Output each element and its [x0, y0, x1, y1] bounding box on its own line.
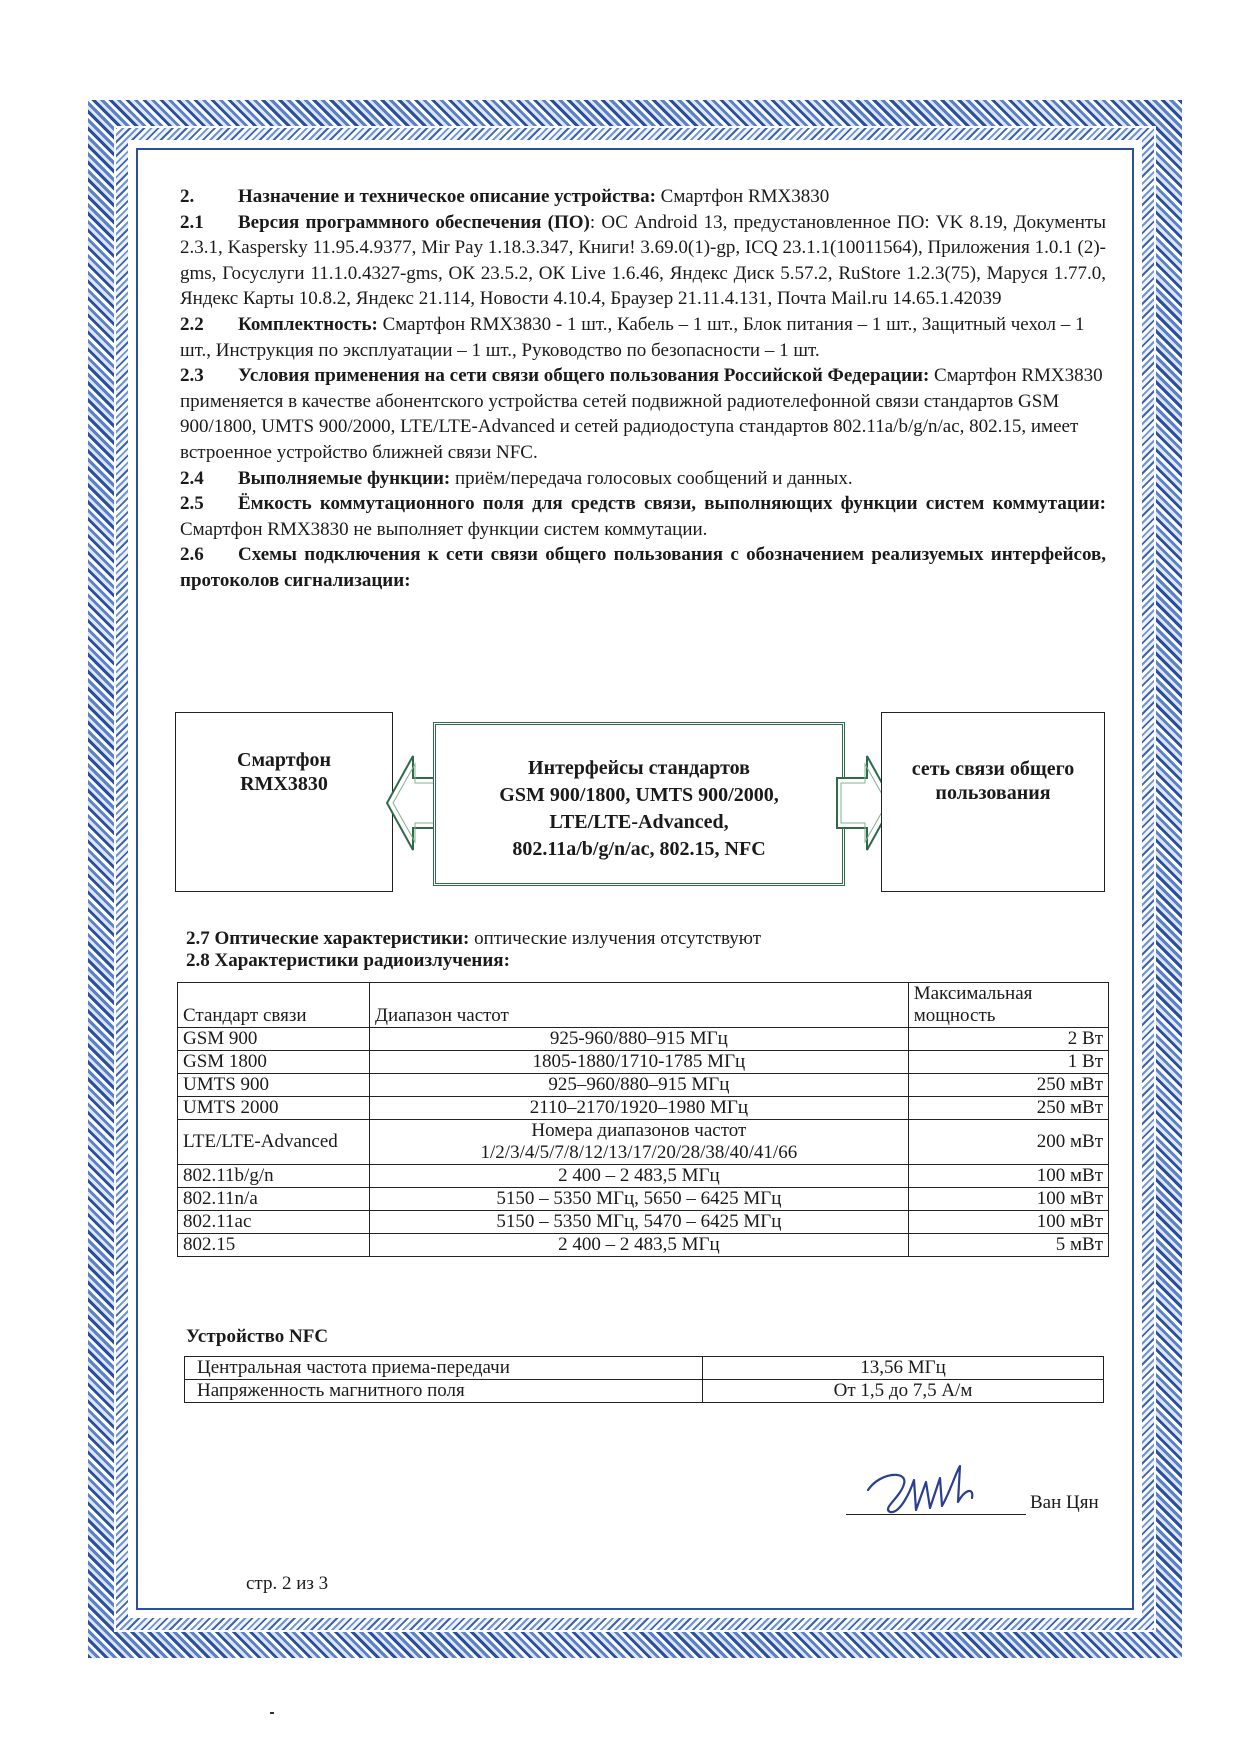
- section-number: 2.2: [180, 313, 204, 335]
- table-cell-frequency: 2 400 – 2 483,5 МГц: [370, 1165, 909, 1188]
- table-header-row: [178, 983, 1109, 1028]
- device-box: [175, 712, 393, 892]
- table-cell-power: 2 Вт: [908, 1028, 1108, 1051]
- section-title: Условия применения на сети связи общего пользования Российской Федерации:: [238, 365, 930, 387]
- nfc-value: 13,56 МГц: [703, 1357, 1104, 1380]
- nfc-param: Напряженность магнитного поля: [185, 1380, 703, 1403]
- table-cell-frequency: 2110–2170/1920–1980 МГц: [370, 1097, 909, 1120]
- table-row: [178, 1165, 1109, 1188]
- document-body: [180, 184, 1106, 594]
- section-title: Выполняемые функции:: [238, 467, 451, 489]
- nfc-table: [184, 1356, 1104, 1403]
- device-box-line: Смартфон: [237, 749, 331, 771]
- table-cell-standard: UMTS 900: [178, 1074, 370, 1097]
- section-number: 2.: [180, 186, 195, 207]
- table-cell-power: 100 мВт: [908, 1188, 1108, 1211]
- section-2-2: [180, 312, 1106, 363]
- section-text: Смартфон RMX3830 не выполняет функции систем коммутации.: [180, 518, 708, 540]
- section-2-6: [180, 542, 1106, 593]
- interfaces-line: LTE/LTE-Advanced,: [549, 811, 729, 833]
- section-text: оптические излучения отсутствуют: [469, 928, 762, 949]
- table-cell-frequency: 1805-1880/1710-1785 МГц: [370, 1051, 909, 1074]
- section-number: 2.4: [180, 467, 204, 489]
- section-title: Схемы подключения к сети связи общего пользования с обозначением реализуемых интерфейсов, протоколов сигнализации:: [180, 544, 1106, 591]
- table-cell-power: 250 мВт: [908, 1074, 1108, 1097]
- table-cell-frequency: 2 400 – 2 483,5 МГц: [370, 1234, 909, 1257]
- section-title: Версия программного обеспечения (ПО): [238, 211, 590, 233]
- table-cell-frequency: 925–960/880–915 МГц: [370, 1074, 909, 1097]
- nfc-value: От 1,5 до 7,5 А/м: [703, 1380, 1104, 1403]
- interfaces-line: 802.11a/b/g/n/ac, 802.15, NFC: [512, 838, 766, 860]
- network-box-line: сеть связи общего: [911, 758, 1075, 780]
- network-box: [881, 712, 1105, 892]
- table-cell-standard: GSM 1800: [178, 1051, 370, 1074]
- section-2-1: [180, 210, 1106, 312]
- table-row: [178, 1234, 1109, 1257]
- table-cell-frequency: 5150 – 5350 МГц, 5650 – 6425 МГц: [370, 1188, 909, 1211]
- interfaces-line: GSM 900/1800, UMTS 900/2000,: [499, 784, 779, 806]
- section-title: Комплектность:: [238, 313, 378, 335]
- handwritten-signature: [860, 1462, 1010, 1522]
- nfc-param: Центральная частота приема-передачи: [185, 1357, 703, 1380]
- section-2-8: 2.8 Характеристики радиоизлучения:: [186, 950, 510, 971]
- section-number: 2.3: [180, 365, 204, 387]
- interfaces-box: [433, 722, 845, 886]
- table-row: [178, 1120, 1109, 1165]
- section-number: 2.1: [180, 211, 204, 233]
- table-row: [185, 1357, 1104, 1380]
- table-cell-standard: 802.11n/a: [178, 1188, 370, 1211]
- section-2-heading: [180, 184, 1106, 210]
- table-cell-standard: 802.15: [178, 1234, 370, 1257]
- table-cell-frequency: 5150 – 5350 МГц, 5470 – 6425 МГц: [370, 1211, 909, 1234]
- section-2-4: [180, 466, 1106, 492]
- signatory-name: Ван Цян: [1030, 1492, 1099, 1513]
- table-row: [178, 1211, 1109, 1234]
- section-number: 2.6: [180, 544, 204, 566]
- table-row: [178, 1188, 1109, 1211]
- nfc-section-title: Устройство NFC: [186, 1326, 329, 1347]
- column-header: Максимальная мощность: [908, 983, 1108, 1028]
- table-cell-power: 5 мВт: [908, 1234, 1108, 1257]
- table-row: [185, 1380, 1104, 1403]
- table-row: [178, 1028, 1109, 1051]
- device-box-line: RMX3830: [240, 773, 328, 795]
- signature-block: [846, 1462, 1116, 1522]
- network-box-line: пользования: [935, 782, 1051, 804]
- section-value: Смартфон RMX3830: [655, 186, 830, 207]
- section-2-3: [180, 363, 1106, 465]
- section-title: Ёмкость коммутационного поля для средств связи, выполняющих функции систем коммутации:: [238, 493, 1106, 515]
- signature-line: [846, 1514, 1026, 1515]
- table-cell-power: 1 Вт: [908, 1051, 1108, 1074]
- section-title: 2.7 Оптические характеристики:: [186, 928, 470, 949]
- column-header: Диапазон частот: [370, 983, 909, 1028]
- interfaces-line: Интерфейсы стандартов: [528, 757, 750, 779]
- section-text: приём/передача голосовых сообщений и данных.: [450, 467, 853, 489]
- connection-diagram: [175, 712, 1105, 892]
- table-cell-power: 250 мВт: [908, 1097, 1108, 1120]
- table-row: [178, 1051, 1109, 1074]
- radio-emission-table: [177, 982, 1109, 1257]
- section-2-7-8: [186, 928, 1086, 972]
- section-number: 2.5: [180, 493, 204, 515]
- page-number: стр. 2 из 3: [246, 1573, 329, 1594]
- section-text: Смартфон RMX3830 - 1 шт., Кабель – 1 шт., Блок питания – 1 шт., Защитный чехол – 1 шт., Инструкция по эксплуатации – 1 шт., Руководство по безопасности – 1 шт.: [180, 313, 1085, 361]
- table-cell-frequency: 925-960/880–915 МГц: [370, 1028, 909, 1051]
- table-cell-frequency: Номера диапазонов частот 1/2/3/4/5/7/8/12/13/17/20/28/38/40/41/66: [370, 1120, 909, 1165]
- table-row: [178, 1097, 1109, 1120]
- section-text: Смартфон RMX3830 применяется в качестве абонентского устройства сетей подвижной радиотелефонной связи стандартов GSM 900/1800, UMTS 900/2000, LTE/LTE-Advanced и сетей радиодоступа стандартов 802.11a/b/g/n/ac, 802.15, имеет встроенное устройство ближней связи NFC.: [180, 365, 1103, 463]
- section-title: Назначение и техническое описание устройства:: [238, 186, 656, 207]
- section-2-5: [180, 491, 1106, 542]
- column-header: Стандарт связи: [178, 983, 370, 1028]
- table-cell-standard: 802.11ac: [178, 1211, 370, 1234]
- section-2-7: [186, 928, 1086, 950]
- table-row: [178, 1074, 1109, 1097]
- table-cell-power: 200 мВт: [908, 1120, 1108, 1165]
- scan-artifact: [270, 1712, 274, 1714]
- table-cell-standard: UMTS 2000: [178, 1097, 370, 1120]
- table-cell-power: 100 мВт: [908, 1211, 1108, 1234]
- table-cell-standard: LTE/LTE-Advanced: [178, 1120, 370, 1165]
- table-cell-standard: 802.11b/g/n: [178, 1165, 370, 1188]
- table-cell-power: 100 мВт: [908, 1165, 1108, 1188]
- table-cell-standard: GSM 900: [178, 1028, 370, 1051]
- section-text: : ОС Android 13, предустановленное ПО: VK 8.19, Документы 2.3.1, Kaspersky 11.95.4.9377, Mir Pay 1.18.3.347, Книги! 3.69.0(1)-gp, ICQ 23.1.1(10011564), Приложения 1.0.1 (2)-gms, Госуслуги 11.1.0.4327-gms, ОК 23.5.2, ОК Live 1.6.46, Яндекс Диск 5.57.2, RuStore 1.2.3(75), Маруся 1.77.0, Яндекс Карты 10.8.2, Яндекс 21.114, Новости 4.10.4, Браузер 21.11.4.131, Почта Mail.ru 14.65.1.42039: [180, 211, 1107, 310]
